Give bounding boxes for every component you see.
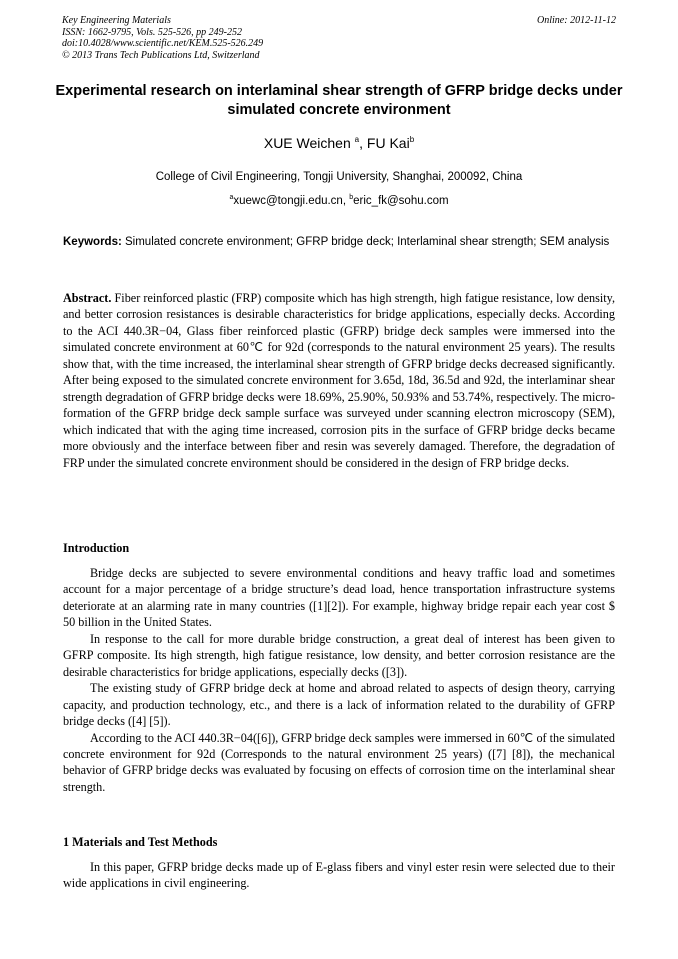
author-separator: , — [359, 135, 367, 151]
author-emails — [40, 194, 638, 207]
author-affiliation-mark: b — [409, 135, 415, 144]
paragraph: Bridge decks are subjected to severe environmental conditions and heavy traffic load and sometimes account for a major percentage of a bridge structure’s dead load, hence transportation infrastructure systems deteriorate at an alarming rate in many countries ([1][2]). For example, highway bridge repair each year cost $ 50 billion in the United States. — [63, 566, 615, 630]
introduction-body — [63, 565, 615, 795]
author-name: FU Kai — [366, 135, 410, 151]
keywords-text: Simulated concrete environment; GFRP bridge deck; Interlaminal shear strength; SEM analysis — [121, 236, 610, 248]
paragraph: The existing study of GFRP bridge deck at home and abroad related to aspects of design theory, carrying capacity, and production technology, etc., and there is a lack of information related to the durability of GFRP bridge decks ([4] [5]). — [63, 681, 615, 729]
email-mark: a — [229, 194, 234, 201]
abstract — [63, 290, 615, 471]
keywords — [63, 234, 618, 251]
email-link: eric_fk@sohu.com — [353, 195, 449, 207]
paragraph: In response to the call for more durable bridge construction, a great deal of interest has been given to GFRP composite. Its high strength, high fatigue resistance, low density, and better corrosion resistance are the desirable characteristics for bridge applications, especially decks ([3]). — [63, 631, 615, 679]
paragraph: According to the ACI 440.3R−04([6]), GFRP bridge deck samples were immersed in 60℃ of the simulated concrete environment for 92d (Corresponds to the natural environment 25 years) ([7] [8]), the mechanical behavior of GFRP bridge decks was evaluated by focusing on effects of corrosion time on the interlaminal shear strength. — [63, 730, 615, 794]
author-name: XUE Weichen — [263, 135, 351, 151]
email-link: xuewc@tongji.edu.cn, — [233, 195, 350, 207]
keywords-label: Keywords: — [63, 236, 122, 248]
paper-title: Experimental research on interlaminal shear strength of GFRP bridge decks under simulated concrete environment — [55, 83, 623, 118]
abstract-label: Abstract. — [63, 291, 112, 305]
email-mark: b — [349, 194, 354, 201]
section-heading-introduction: Introduction — [63, 541, 130, 555]
paragraph: In this paper, GFRP bridge decks made up of E-glass fibers and vinyl ester resin were selected due to their wide applications in civil engineering. — [63, 860, 615, 891]
materials-body — [63, 859, 615, 892]
author-list — [40, 135, 638, 151]
section-heading-materials: 1 Materials and Test Methods — [63, 835, 218, 849]
affiliation: College of Civil Engineering, Tongji University, Shanghai, 200092, China — [155, 171, 523, 183]
abstract-text: Fiber reinforced plastic (FRP) composite which has high strength, high fatigue resistance, low density, and better corrosion resistances is desirable characteristics for bridge applications, especially decks. According to the ACI 440.3R−04, Glass fiber reinforced plastic (GFRP) bridge deck samples were immersed into the simulated concrete environment at 60℃ for 92d (corresponds to the natural environment 25 years). The results show that, with the time increased, the interlaminal shear strength of GFRP bridge decks decreased significantly. After being exposed to the simulated concrete environment for 3.65d, 18d, 36.5d and 92d, the interlaminar shear strength degradation of GFRP bridge decks were 18.69%, 25.90%, 50.93% and 53.74%, respectively. The micro-formation of the GFRP bridge deck sample surface was surveyed under scanning electron microscopy (SEM), which indicated that with the aging time increased, corrosion pits in the surface of GFRP bridge decks became more obviously and the interface between fiber and resin was severely damaged. Therefore, the degradation of FRP under the simulated concrete environment should be considered in the design of FRP bridge decks. — [63, 291, 615, 470]
copyright-line: © 2013 Trans Tech Publications Ltd, Switzerland — [62, 49, 260, 61]
online-date: Online: 2012-11-12 — [537, 15, 616, 26]
issn-line: ISSN: 1662-9795, Vols. 525-526, pp 249-252 — [62, 26, 242, 38]
journal-name: Key Engineering Materials — [62, 15, 171, 26]
journal-header — [62, 15, 616, 61]
doi-line: doi:10.4028/www.scientific.net/KEM.525-526.249 — [62, 38, 264, 49]
author-affiliation-mark: a — [354, 135, 360, 144]
